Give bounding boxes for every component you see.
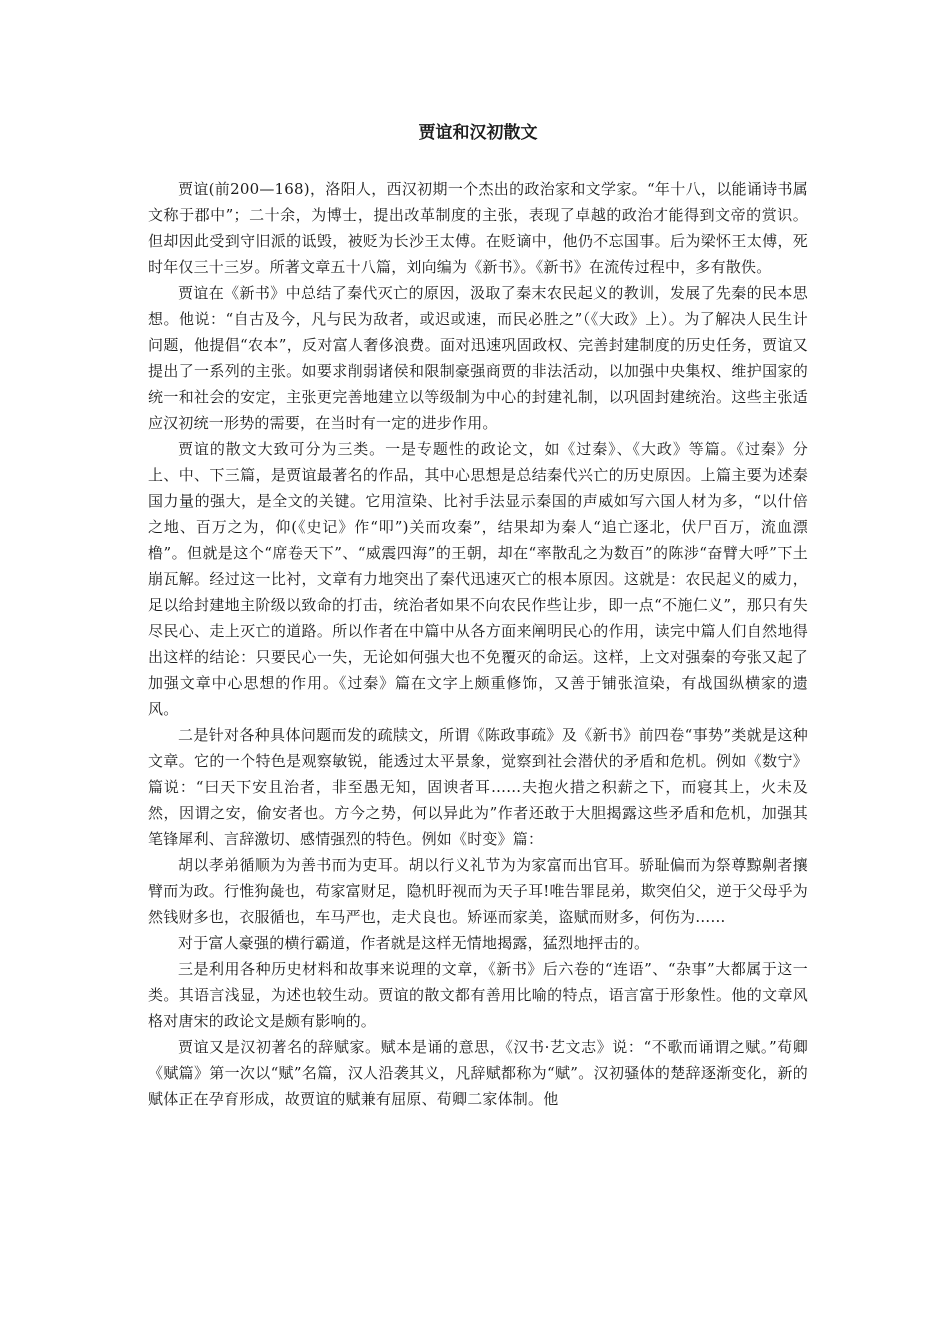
- paragraph: 对于富人豪强的横行霸道，作者就是这样无情地揭露，猛烈地抨击的。: [178, 934, 650, 952]
- paragraph: 贾谊的散文大致可分为三类。一是专题性的政论文，如《过秦》、《大政》等篇。《过秦》分上、中、下三篇，是贾谊最著名的作品，其中心思想是总结秦代兴亡的历史原因。上篇主要为述秦国力量的强大，是全文的关键。它用渲染、比衬手法显示秦国的声威如写六国人材为多，“以什倍之地、百万之为，仰(《史记》作“叩”)关而攻秦”，结果却为秦人“追亡逐北，伏尸百万，流血漂橹”。但就是这个“席卷天下”、“威震四海”的王朝，却在“率散乱之为数百”的陈涉“奋臂大呼”下土崩瓦解。经过这一比衬，文章有力地突出了秦代迅速灭亡的根本原因。这就是：农民起义的威力，足以给封建地主阶级以致命的打击，统治者如果不向农民作些让步，即一点“不施仁义”，那只有失尽民心、走上灭亡的道路。所以作者在中篇中从各方面来阐明民心的作用，读完中篇人们自然地得出这样的结论：只要民心一失，无论如何强大也不免覆灭的命运。这样，上文对强秦的夸张又起了加强文章中心思想的作用。《过秦》篇在文字上颇重修饰，又善于铺张渲染，有战国纵横家的遗风。: [148, 440, 808, 718]
- document-body: [148, 176, 808, 1112]
- paragraph: 二是针对各种具体问题而发的疏牍文，所谓《陈政事疏》及《新书》前四卷“事势”类就是这种文章。它的一个特色是观察敏锐，能透过太平景象，觉察到社会潜伏的矛盾和危机。例如《数宁》篇说：“曰天下安且治者，非至愚无知，固谀者耳……夫抱火措之积薪之下，而寝其上，火未及然，因谓之安，偷安者也。方今之势，何以异此为”作者还敢于大胆揭露这些矛盾和危机，加强其笔锋犀利、言辞激切、感情强烈的特色。例如《时变》篇：: [148, 726, 808, 848]
- paragraph: 贾谊又是汉初著名的辞赋家。赋本是诵的意思，《汉书·艺文志》说：“不歌而诵谓之赋。”荀卿《赋篇》第一次以“赋”名篇，汉人沿袭其义，凡辞赋都称为“赋”。汉初骚体的楚辞逐渐变化，新的赋体正在孕育形成，故贾谊的赋兼有屈原、荀卿二家体制。他: [148, 1038, 808, 1108]
- paragraph: 贾谊(前200—168)，洛阳人，西汉初期一个杰出的政治家和文学家。“年十八，以能诵诗书属文称于郡中”；二十余，为博士，提出改革制度的主张，表现了卓越的政治才能得到文帝的赏识。但却因此受到守旧派的诋毁，被贬为长沙王太傅。在贬谪中，他仍不忘国事。后为梁怀王太傅，死时年仅三十三岁。所著文章五十八篇，刘向编为《新书》。《新书》在流传过程中，多有散佚。: [148, 180, 808, 276]
- quotation-paragraph: 胡以孝弟循顺为为善书而为吏耳。胡以行义礼节为为家富而出官耳。骄耻偏而为祭尊黥劓者攘臂而为政。行惟狗彘也，苟家富财足，隐机盱视而为天子耳!唯告罪昆弟，欺突伯父，逆于父母乎为然钱财多也，衣服循也，车马严也，走犬良也。矫诬而家美，盗赋而财多，何伤为……: [148, 856, 808, 926]
- paragraph: 三是利用各种历史材料和故事来说理的文章，《新书》后六卷的“连语”、“杂事”大都属于这一类。其语言浅显，为述也较生动。贾谊的散文都有善用比喻的特点，语言富于形象性。他的文章风格对唐宋的政论文是颇有影响的。: [148, 960, 808, 1030]
- paragraph: 贾谊在《新书》中总结了秦代灭亡的原因，汲取了秦末农民起义的教训，发展了先秦的民本思想。他说：“自古及今，凡与民为敌者，或迟或速，而民必胜之”（《大政》上）。为了解决人民生计问题，他提倡“农本”，反对富人奢侈浪费。面对迅速巩固政权、完善封建制度的历史任务，贾谊又提出了一系列的主张。如要求削弱诸侯和限制豪强商贾的非法活动，以加强中央集权、维护国家的统一和社会的安定，主张更完善地建立以等级制为中心的封建礼制，以巩固封建统治。这些主张适应汉初统一形势的需要，在当时有一定的进步作用。: [148, 284, 808, 432]
- page-title: 贾谊和汉初散文: [418, 123, 538, 143]
